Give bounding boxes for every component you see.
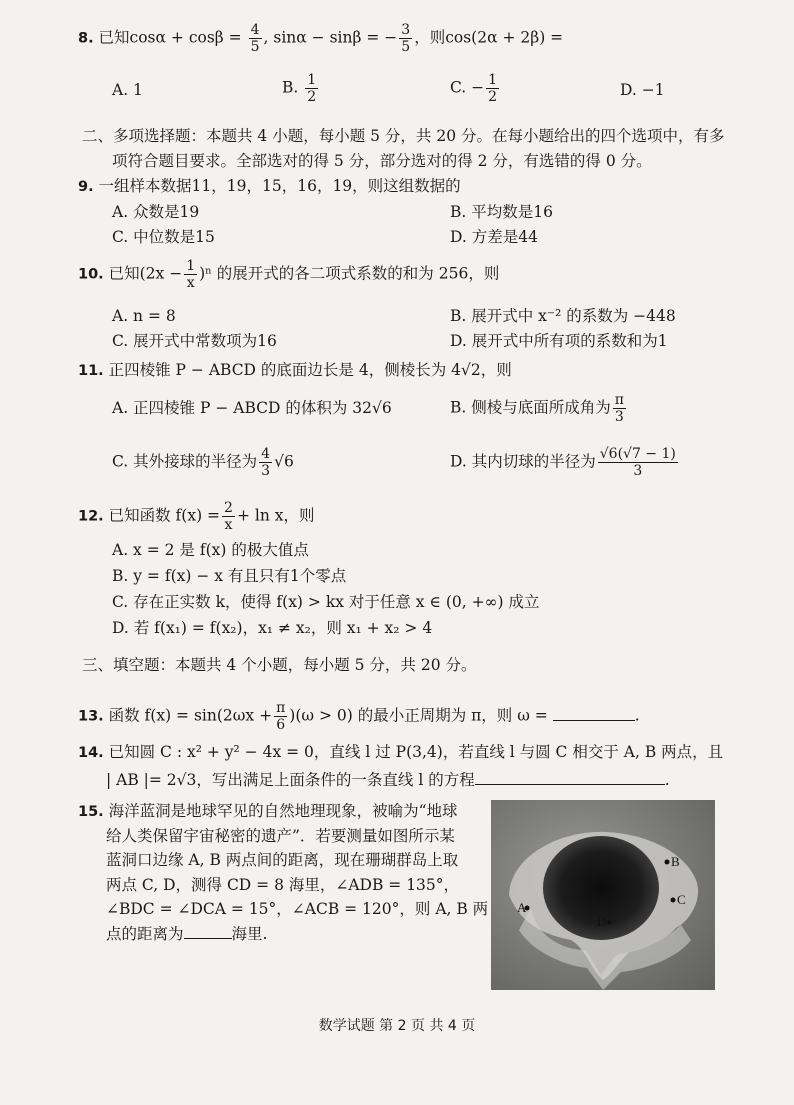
page-footer: 数学试题 第 2 页 共 4 页: [318, 1018, 476, 1034]
question-8: 8. 已知cosα + cosβ = $\frac{4}{5}$ , sinα − sinβ = − $\frac{3}{5}$ ，则cos(2α + 2β) =: [78, 22, 564, 55]
option-d: D. 若 f(x₁) = f(x₂)，x₁ ≠ x₂，则 x₁ + x₂ > 4: [112, 619, 433, 637]
option-d: D. 其内切球的半径为 $\frac{√6(√7 - 1)}{3}$: [450, 446, 676, 479]
question-11: 11. 正四棱锥 P − ABCD 的底面边长是 4，侧棱长为 4√2，则: [78, 361, 512, 379]
question-15-line6: 点的距离为 海里.: [106, 925, 268, 943]
option-a: A. n = 8: [112, 307, 176, 325]
point-c-dot: [671, 898, 676, 903]
question-number: 10.: [78, 266, 104, 283]
option-d: D. 展开式中所有项的系数和为1: [450, 332, 668, 350]
question-15-line5: ∠BDC = ∠DCA = 15°，∠ACB = 120°，则 A, B 两: [106, 900, 489, 918]
option-c: C. − $\frac{1}{2}$: [450, 72, 498, 105]
option-a: A. 正四棱锥 P − ABCD 的体积为 32√6: [112, 399, 392, 417]
option-c: C. 展开式中常数项为16: [112, 332, 277, 350]
point-d-dot: [607, 920, 612, 925]
option-c: C. 中位数是15: [112, 228, 215, 246]
question-number: 14.: [78, 745, 104, 761]
option-d: D. −1: [620, 81, 665, 99]
option-c: C. 其外接球的半径为 $\frac{4}{3}$ √6: [112, 446, 294, 479]
fraction: $\frac{4}{5}$: [250, 22, 260, 55]
question-number: 15.: [78, 804, 104, 820]
fraction: $\frac{3}{5}$: [401, 22, 411, 55]
blue-hole-illustration: [491, 800, 715, 990]
point-a-label: A: [517, 900, 527, 915]
question-15-line3: 蓝洞口边缘 A, B 两点间的距离，现在珊瑚群岛上取: [106, 851, 459, 869]
question-number: 8.: [78, 30, 94, 47]
option-a: A. x = 2 是 f(x) 的极大值点: [112, 541, 309, 559]
blue-hole-photo: [491, 800, 715, 990]
question-number: 11.: [78, 363, 104, 379]
answer-blank[interactable]: [475, 770, 665, 785]
option-b: B. $\frac{1}{2}$: [282, 72, 317, 105]
question-14: 14. 已知圆 C : x² + y² − 4x = 0，直线 l 过 P(3,4)，若直线 l 与圆 C 相交于 A, B 两点，且: [78, 743, 724, 761]
point-c-label: C: [677, 892, 686, 907]
section-2-heading: 二、多项选择题：本题共 4 小题，每小题 5 分，共 20 分。在每小题给出的四个选项中，有多: [82, 127, 725, 145]
answer-blank[interactable]: [184, 924, 232, 939]
question-10: 10. 已知(2x − $\frac{1}{x}$ )ⁿ 的展开式的各二项式系数的和为 256，则: [78, 258, 500, 291]
question-number: 9.: [78, 179, 94, 195]
question-14-line2: | AB |= 2√3，写出满足上面条件的一条直线 l 的方程 .: [106, 771, 670, 789]
option-b: B. y = f(x) − x 有且只有1个零点: [112, 567, 347, 585]
answer-blank[interactable]: [553, 706, 635, 721]
option-a: A. 1: [112, 81, 143, 99]
question-12: 12. 已知函数 f(x) = $\frac{2}{x}$ + ln x，则: [78, 500, 315, 533]
option-b: B. 侧棱与底面所成角为 $\frac{\pi}{3}$: [450, 392, 624, 425]
question-number: 12.: [78, 508, 104, 525]
option-d: D. 方差是44: [450, 228, 538, 246]
option-b: B. 展开式中 x⁻² 的系数为 −448: [450, 307, 676, 325]
option-b: B. 平均数是16: [450, 203, 553, 221]
section-2-heading-line2: 项符合题目要求。全部选对的得 5 分，部分选对的得 2 分，有选错的得 0 分。: [112, 152, 652, 170]
section-3-heading: 三、填空题：本题共 4 个小题，每小题 5 分，共 20 分。: [82, 656, 477, 674]
point-b-dot: [665, 860, 670, 865]
option-c: C. 存在正实数 k，使得 f(x) > kx 对于任意 x ∈ (0, +∞) 成立: [112, 593, 540, 611]
question-15-line4: 两点 C, D，测得 CD = 8 海里，∠ADB = 135°，: [106, 876, 460, 894]
point-d-label: D: [597, 914, 607, 929]
question-15-line2: 给人类保留宇宙秘密的遗产”．若要测量如图所示某: [106, 827, 455, 845]
option-a: A. 众数是19: [112, 203, 200, 221]
question-13: 13. 函数 f(x) = sin(2ωx + $\frac{\pi}{6}$ )(ω > 0) 的最小正周期为 π，则 ω = .: [78, 700, 640, 733]
point-b-label: B: [671, 854, 680, 869]
question-9: 9. 一组样本数据11，19，15，16，19，则这组数据的: [78, 177, 461, 195]
question-number: 13.: [78, 708, 104, 725]
question-15: 15. 海洋蓝洞是地球罕见的自然地理现象，被喻为“地球: [78, 802, 458, 820]
